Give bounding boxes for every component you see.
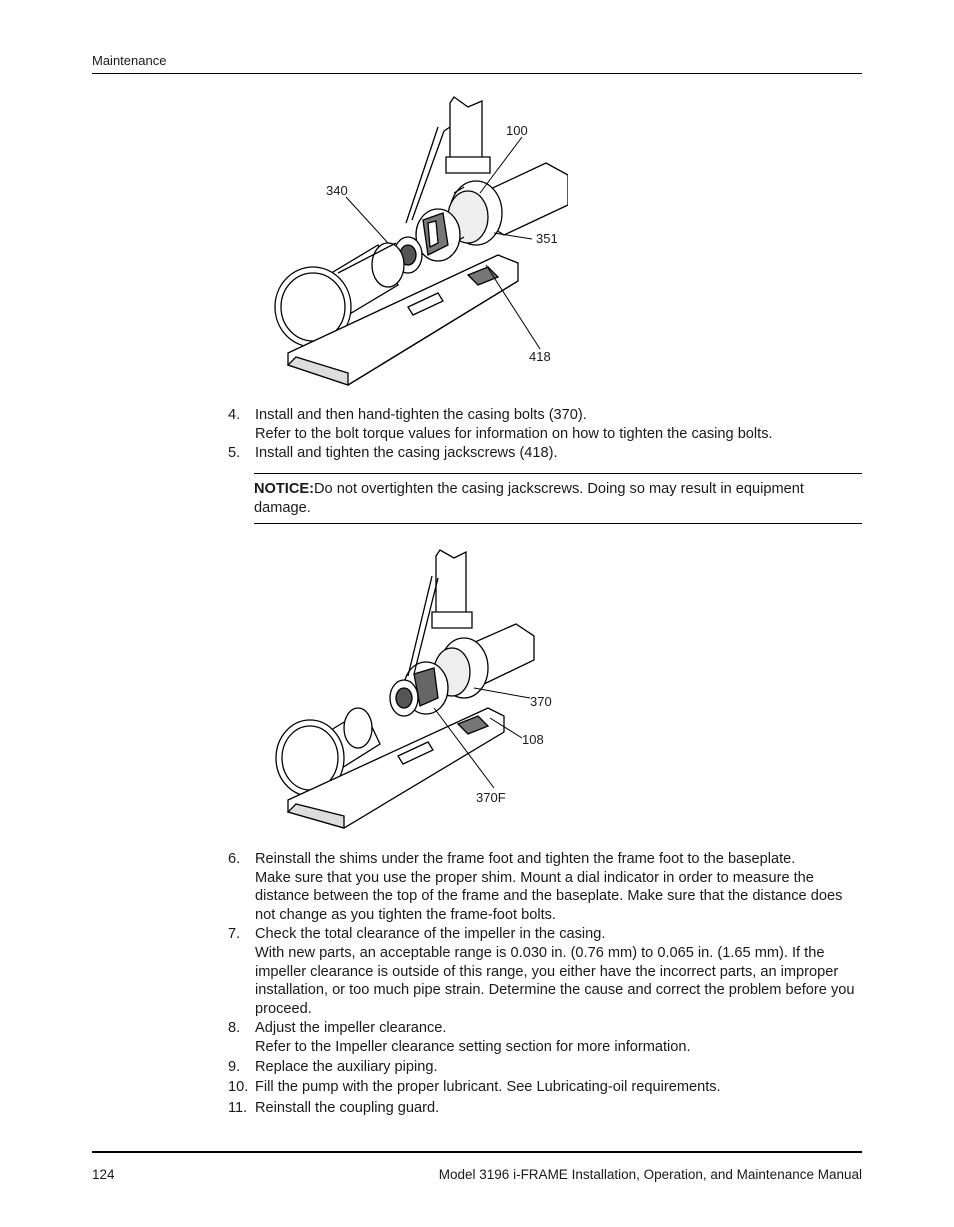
pump-figure-1 xyxy=(268,95,568,395)
step-4 xyxy=(228,406,862,443)
notice-text: Do not overtighten the casing jackscrews. Doing so may result in equipment damage. xyxy=(254,481,804,516)
step-text: Fill the pump with the proper lubricant. See Lubricating-oil requirements. xyxy=(255,1079,721,1096)
step-6 xyxy=(228,850,862,924)
footer-rule xyxy=(92,1151,862,1153)
notice-label: NOTICE: xyxy=(254,481,314,497)
step-7 xyxy=(228,925,862,1018)
step-number: 8. xyxy=(228,1020,241,1037)
callout-351: 351 xyxy=(536,231,558,246)
leader-line xyxy=(346,197,388,243)
callout-370F: 370F xyxy=(476,790,506,805)
callout-108: 108 xyxy=(522,732,544,747)
step-text: Install and tighten the casing jackscrews (418). xyxy=(255,445,558,462)
step-subtext: Refer to the Impeller clearance setting section for more information. xyxy=(255,1038,691,1055)
header-rule xyxy=(92,73,862,74)
step-subtext: Refer to the bolt torque values for information on how to tighten the casing bolts. xyxy=(255,425,773,442)
step-number: 9. xyxy=(228,1058,241,1075)
leader-line xyxy=(474,688,530,698)
step-text: Reinstall the coupling guard. xyxy=(255,1099,440,1116)
running-header: Maintenance xyxy=(92,53,167,68)
leader-line xyxy=(494,233,532,239)
step-10 xyxy=(228,1078,862,1097)
step-number: 4. xyxy=(228,407,241,423)
callout-100: 100 xyxy=(506,123,528,138)
step-number: 7. xyxy=(228,926,241,943)
step-number: 6. xyxy=(228,851,241,867)
callout-340: 340 xyxy=(326,183,348,198)
callout-370: 370 xyxy=(530,694,552,709)
step-text: Replace the auxiliary piping. xyxy=(255,1058,438,1075)
step-number: 10. xyxy=(228,1079,249,1096)
callout-418: 418 xyxy=(529,349,551,364)
step-11 xyxy=(228,1099,862,1118)
step-text: Install and then hand-tighten the casing bolts (370). xyxy=(255,407,587,423)
step-number: 5. xyxy=(228,445,241,462)
step-9 xyxy=(228,1058,862,1077)
step-8 xyxy=(228,1019,862,1056)
steps-list-b xyxy=(228,850,862,1117)
step-5 xyxy=(228,444,862,463)
page-number: 124 xyxy=(92,1167,115,1182)
step-text: Check the total clearance of the impeller in the casing. xyxy=(255,926,606,943)
steps-list-a xyxy=(228,406,862,463)
step-subtext: Make sure that you use the proper shim. Mount a dial indicator in order to measure the distance between the top of the frame and the baseplate. Make sure that the distance does not change as you tighten the frame-foot bolts. xyxy=(255,869,843,923)
manual-title: Model 3196 i-FRAME Installation, Operation, and Maintenance Manual xyxy=(438,1167,862,1182)
notice-box xyxy=(254,473,862,524)
pump-figure-2 xyxy=(268,548,568,833)
step-text: Adjust the impeller clearance. xyxy=(255,1020,447,1037)
step-subtext: With new parts, an acceptable range is 0.030 in. (0.76 mm) to 0.065 in. (1.65 mm). If the impeller clearance is outside of this range, you either have the incorrect parts, an improper installation, or too much pipe strain. Determine the cause and correct the problem before you proceed. xyxy=(255,944,855,1017)
step-number: 11. xyxy=(228,1099,248,1116)
step-text: Reinstall the shims under the frame foot and tighten the frame foot to the baseplate. xyxy=(255,851,796,867)
